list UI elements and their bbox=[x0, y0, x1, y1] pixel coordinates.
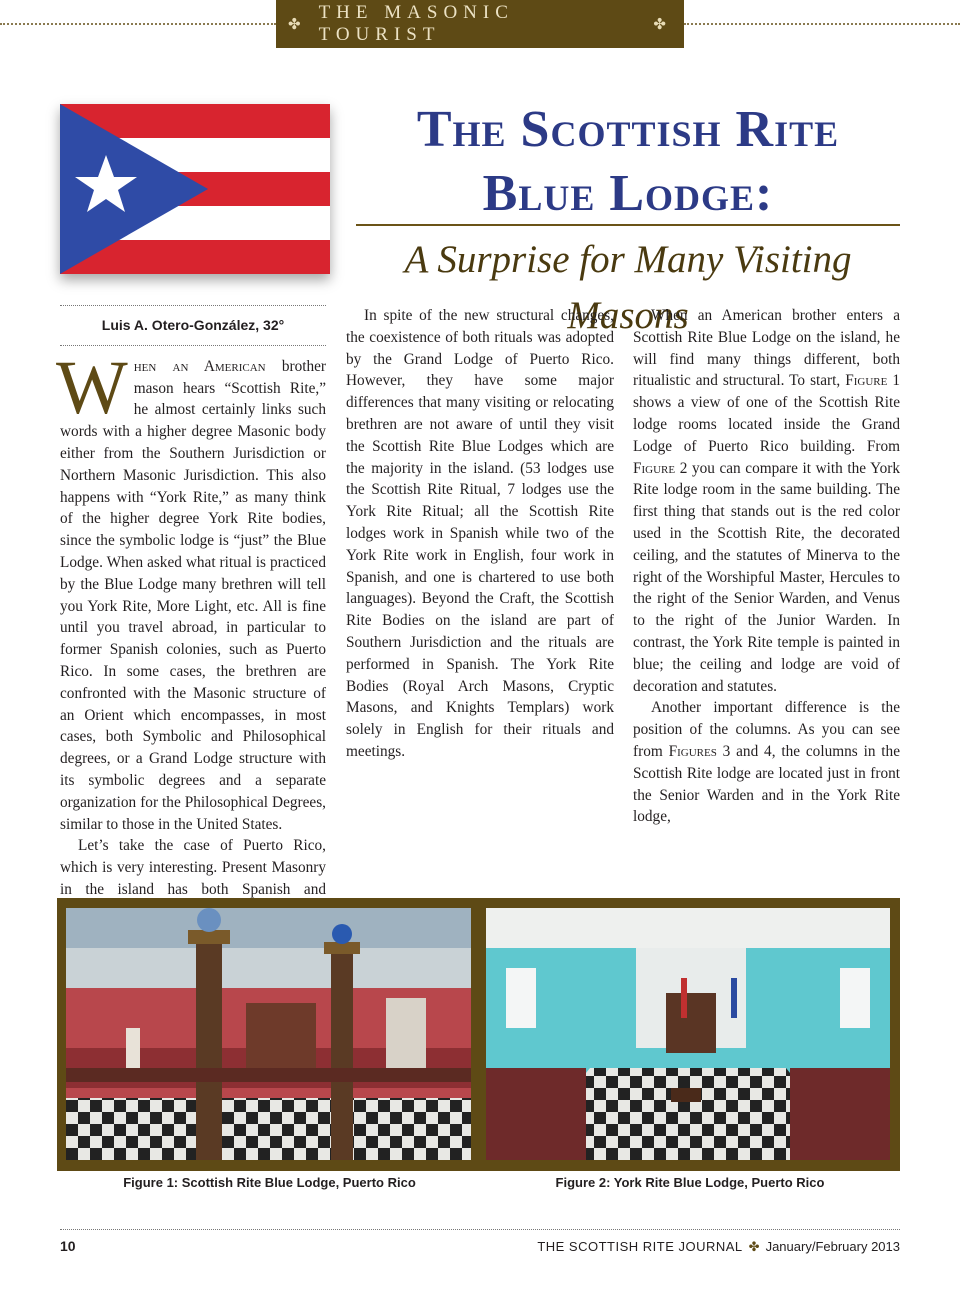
figure-2-caption: Figure 2: York Rite Blue Lodge, Puerto Rico bbox=[555, 1175, 825, 1190]
article-subtitle: A Surprise for Many Visiting Masons bbox=[404, 238, 852, 337]
paragraph-4-text-a: When an American brother enters a Scottish Rite Blue Lodge on the island, he will find many things different, both ritualistic and structural. To start, bbox=[633, 307, 900, 390]
author-byline: Luis A. Otero-González, 32° bbox=[60, 310, 326, 346]
paragraph-5 bbox=[633, 697, 900, 828]
page-number: 10 bbox=[60, 1238, 76, 1254]
paragraph-1-text: brother mason hears “Scottish Rite,” he almost certainly links such words with a higher degree Masonic body either from the Southern Jurisdiction or Northern Masonic Jurisdiction. This also happens with “York Rite,” as many think of the higher degree York Rite bodies, since the symbolic lodge is “just” the Blue Lodge. When asked what ritual is practiced by the Blue Lodge many brethren will tell you York Rite, More Light, etc. All is fine until you travel abroad, in particular to former Spanish colonies, such as Puerto Rico. In some cases, the brethren are confronted with the Masonic structure of an Orient which encompasses, in most cases, both Symbolic and Philosophical degrees, or a Grand Lodge structure with its symbolic degrees and a separate organization for the Philosophical Degrees, similar to those in the United States. bbox=[60, 357, 327, 833]
text-column-3 bbox=[633, 305, 900, 828]
paragraph-2: Let’s take the case of Puerto Rico, which is very interesting. Present Masonry in the island has both Spanish and bbox=[60, 837, 326, 898]
title-line-2: Blue Lodge: bbox=[482, 165, 774, 222]
paragraph-4-text-b: 1 shows a view of one of the Scottish Rite lodge rooms located inside the Grand Lodge of Puerto Rico building. From bbox=[633, 372, 900, 455]
text-column-2 bbox=[346, 305, 614, 763]
header-dotted-rule-right bbox=[684, 23, 960, 25]
byline-rule bbox=[60, 305, 326, 306]
puerto-rico-flag-image bbox=[60, 104, 330, 274]
header-dotted-rule-left bbox=[0, 23, 276, 25]
section-banner bbox=[276, 0, 684, 48]
figure-1-caption: Figure 1: Scottish Rite Blue Lodge, Puerto Rico bbox=[123, 1175, 416, 1190]
paragraph-4 bbox=[633, 305, 900, 697]
figure-ref-3: Figures bbox=[668, 742, 717, 760]
footer-journal-info bbox=[537, 1239, 900, 1255]
york-rite-lodge-photo bbox=[486, 908, 890, 1160]
scottish-rite-lodge-photo bbox=[66, 908, 471, 1160]
journal-name: THE SCOTTISH RITE JOURNAL bbox=[537, 1239, 743, 1254]
title-line-1: The Scottish Rite bbox=[416, 101, 840, 158]
paragraph-1 bbox=[56, 345, 327, 836]
ornament-icon: ✤ bbox=[653, 16, 672, 33]
ornament-icon: ✤ bbox=[288, 16, 307, 33]
title-rule bbox=[356, 224, 900, 226]
issue-date: January/February 2013 bbox=[765, 1239, 900, 1254]
figure-ref-2: Figure bbox=[633, 459, 676, 477]
lead-in: hen an American bbox=[133, 357, 266, 375]
paragraph-5-text-b: 3 and 4, the columns in the Scottish Rite lodge are located just in front the Senior Warden and in the York Rite lodge, bbox=[633, 742, 900, 826]
section-title: THE MASONIC TOURIST bbox=[318, 2, 514, 45]
article-title bbox=[356, 98, 900, 226]
paragraph-3: In spite of the new structural changes, the coexistence of both rituals was adopted by the Grand Lodge of Puerto Rico. However, they have some major differences that many visiting or relocating brethren are not aware of until they visit the Scottish Rite Blue Lodges which are the majority in the island. (53 lodges use the Scottish Rite Ritual, 7 lodges use the York Rite Ritual; all the Scottish Rite lodges work in Spanish while two of the York Rite work in English, four work in Spanish, and one is chartered to use both languages). Beyond the Craft, the Scottish Rite Bodies on the island are part of Southern Jurisdiction and the rituals are performed in Spanish. The York Rite Bodies (Royal Arch Masons, Cryptic Masons, and Knights Templars) work solely in English for their rituals and meetings. bbox=[346, 307, 614, 760]
drop-cap: W bbox=[56, 345, 128, 430]
ornament-icon: ✤ bbox=[748, 1239, 760, 1254]
photo-frame bbox=[57, 898, 900, 1171]
figure-ref-1: Figure bbox=[845, 372, 888, 390]
paragraph-4-text-c: 2 you can compare it with the York Rite lodge room in the same building. The first thing that stands out is the red color used in the Scottish Rite, the decorated ceiling, and the statutes of Minerva to the right of the Worshipful Master, Hercules to the right of the Senior Warden, and Venus to the right of the Junior Warden. In contrast, the York Rite temple is painted in blue; the ceiling and lodge are void of decoration and statutes. bbox=[633, 459, 900, 695]
footer-rule bbox=[60, 1229, 900, 1230]
paragraph-5-text-a: Another important difference is the position of the columns. As you can see from bbox=[633, 699, 900, 760]
